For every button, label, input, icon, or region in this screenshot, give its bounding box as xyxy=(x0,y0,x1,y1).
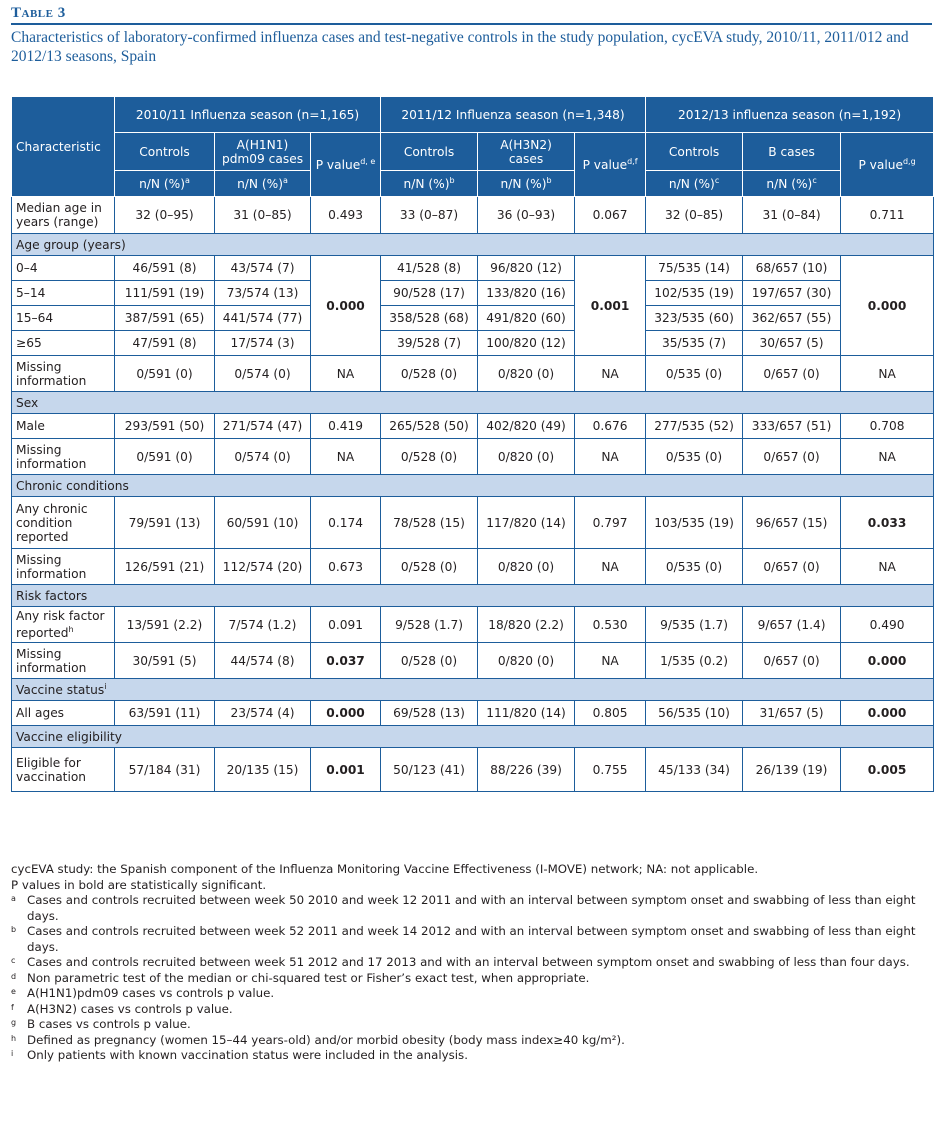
note-bold: P values in bold are statistically significant. xyxy=(11,877,267,892)
header-controls-2: Controls xyxy=(381,133,478,171)
header-cases-2: A(H3N2) cases xyxy=(478,133,575,171)
table-row: Any risk factor reported$^h$ 13/591 (2.2) 7/574 (1.2) 0.091 9/528 (1.7) 18/820 (2.2) 0.530 9/535 (1.7) 9/657 (1.4) 0.490 xyxy=(12,607,934,643)
table-label: Table 3 xyxy=(11,5,66,21)
section-row: Sex xyxy=(12,392,934,414)
header-pvalue-2: P value$^{d,f}$ xyxy=(575,133,646,197)
table-notes xyxy=(11,862,931,1064)
table-row: ≥65 47/591 (8) 17/574 (3) 39/528 (7) 100/820 (12) 35/535 (7) 30/657 (5) xyxy=(12,331,934,356)
header-controls-1: Controls xyxy=(115,133,215,171)
table-row: 0–4 46/591 (8) 43/574 (7) 0.000 41/528 (8) 96/820 (12) 0.001 75/535 (14) 68/657 (10) 0.000 xyxy=(12,256,934,281)
table-caption: Characteristics of laboratory-confirmed influenza cases and test-negative controls in the study population, cycEVA study, 2010/11, 2011/012 and 2012/13 seasons, Spain xyxy=(11,29,909,65)
header-pvalue-1: P value$^{d, e}$ xyxy=(311,133,381,197)
header-pvalue-3: P value$^{d,g}$ xyxy=(841,133,934,197)
note-abbreviations: cycEVA study: the Spanish component of the Influenza Monitoring Vaccine Effectiveness (I-MOVE) network; NA: not applicable. xyxy=(11,862,759,876)
header-season-2011-12: 2011/12 Influenza season (n=1,348) xyxy=(381,97,646,133)
footnote: b Cases and controls recruited between week 52 2011 and week 14 2012 and with an interval between symptom onset and swabbing of less than eight days. xyxy=(11,924,916,954)
table-row: Eligible for vaccination 57/184 (31) 20/135 (15) 0.001 50/123 (41) 88/226 (39) 0.755 45/133 (34) 26/139 (19) 0.005 xyxy=(12,748,934,792)
table-row: Missing information 0/591 (0) 0/574 (0) NA 0/528 (0) 0/820 (0) NA 0/535 (0) 0/657 (0) NA xyxy=(12,356,934,392)
header-cases-1: A(H1N1) pdm09 cases xyxy=(215,133,311,171)
table-row: Male 293/591 (50) 271/574 (47) 0.419 265/528 (50) 402/820 (49) 0.676 277/535 (52) 333/657 (51) 0.708 xyxy=(12,414,934,439)
header-row-groups xyxy=(12,133,934,171)
header-row-seasons xyxy=(12,97,934,133)
characteristics-table xyxy=(11,96,934,792)
header-nn: n/N (%)$^c$ xyxy=(646,171,743,197)
header-season-2010-11: 2010/11 Influenza season (n=1,165) xyxy=(115,97,381,133)
table-row: All ages 63/591 (11) 23/574 (4) 0.000 69/528 (13) 111/820 (14) 0.805 56/535 (10) 31/657 (5) 0.000 xyxy=(12,701,934,726)
footnote-list xyxy=(11,893,931,1064)
header-nn: n/N (%)$^a$ xyxy=(215,171,311,197)
section-row: Vaccine eligibility xyxy=(12,726,934,748)
footnote: g B cases vs controls p value. xyxy=(11,1017,191,1031)
section-row: Vaccine status$^i$ xyxy=(12,679,934,701)
table-row: Any chronic condition reported 79/591 (13) 60/591 (10) 0.174 78/528 (15) 117/820 (14) 0.797 103/535 (19) 96/657 (15) 0.033 xyxy=(12,497,934,549)
header-nn: n/N (%)$^b$ xyxy=(478,171,575,197)
table-row: Missing information 30/591 (5) 44/574 (8) 0.037 0/528 (0) 0/820 (0) NA 1/535 (0.2) 0/657 (0) 0.000 xyxy=(12,643,934,679)
header-controls-3: Controls xyxy=(646,133,743,171)
header-nn: n/N (%)$^b$ xyxy=(381,171,478,197)
section-row: Chronic conditions xyxy=(12,475,934,497)
footnote: d Non parametric test of the median or chi-squared test or Fisher’s exact test, when appropriate. xyxy=(11,970,590,985)
section-row: Risk factors xyxy=(12,585,934,607)
header-characteristic: Characteristic xyxy=(12,97,115,197)
header-cases-3: B cases xyxy=(743,133,841,171)
table-row: 5–14 111/591 (19) 73/574 (13) 90/528 (17) 133/820 (16) 102/535 (19) 197/657 (30) xyxy=(12,281,934,306)
footnote: h Defined as pregnancy (women 15–44 years-old) and/or morbid obesity (body mass index≥40 kg/m²). xyxy=(11,1032,625,1047)
title-rule xyxy=(11,23,932,25)
footnote: f A(H3N2) cases vs controls p value. xyxy=(11,1001,233,1016)
header-season-2012-13: 2012/13 influenza season (n=1,192) xyxy=(646,97,934,133)
footnote: c Cases and controls recruited between week 51 2012 and 17 2013 and with an interval between symptom onset and swabbing of less than four days. xyxy=(11,955,910,969)
header-nn: n/N (%)$^a$ xyxy=(115,171,215,197)
section-row: Age group (years) xyxy=(12,234,934,256)
table-row: Median age in years (range) 32 (0–95) 31 (0–85) 0.493 33 (0–87) 36 (0–93) 0.067 32 (0–85) 31 (0–84) 0.711 xyxy=(12,197,934,234)
footnote: e A(H1N1)pdm09 cases vs controls p value. xyxy=(11,986,275,1000)
table-row: Missing information 0/591 (0) 0/574 (0) NA 0/528 (0) 0/820 (0) NA 0/535 (0) 0/657 (0) NA xyxy=(12,439,934,475)
header-nn: n/N (%)$^c$ xyxy=(743,171,841,197)
table-row: Missing information 126/591 (21) 112/574 (20) 0.673 0/528 (0) 0/820 (0) NA 0/535 (0) 0/657 (0) NA xyxy=(12,549,934,585)
table-row: 15–64 387/591 (65) 441/574 (77) 358/528 (68) 491/820 (60) 323/535 (60) 362/657 (55) xyxy=(12,306,934,331)
header-row-units xyxy=(12,171,934,197)
footnote: a Cases and controls recruited between week 50 2010 and week 12 2011 and with an interval between symptom onset and swabbing of less than eight days. xyxy=(11,893,916,923)
footnote: i Only patients with known vaccination status were included in the analysis. xyxy=(11,1048,468,1062)
